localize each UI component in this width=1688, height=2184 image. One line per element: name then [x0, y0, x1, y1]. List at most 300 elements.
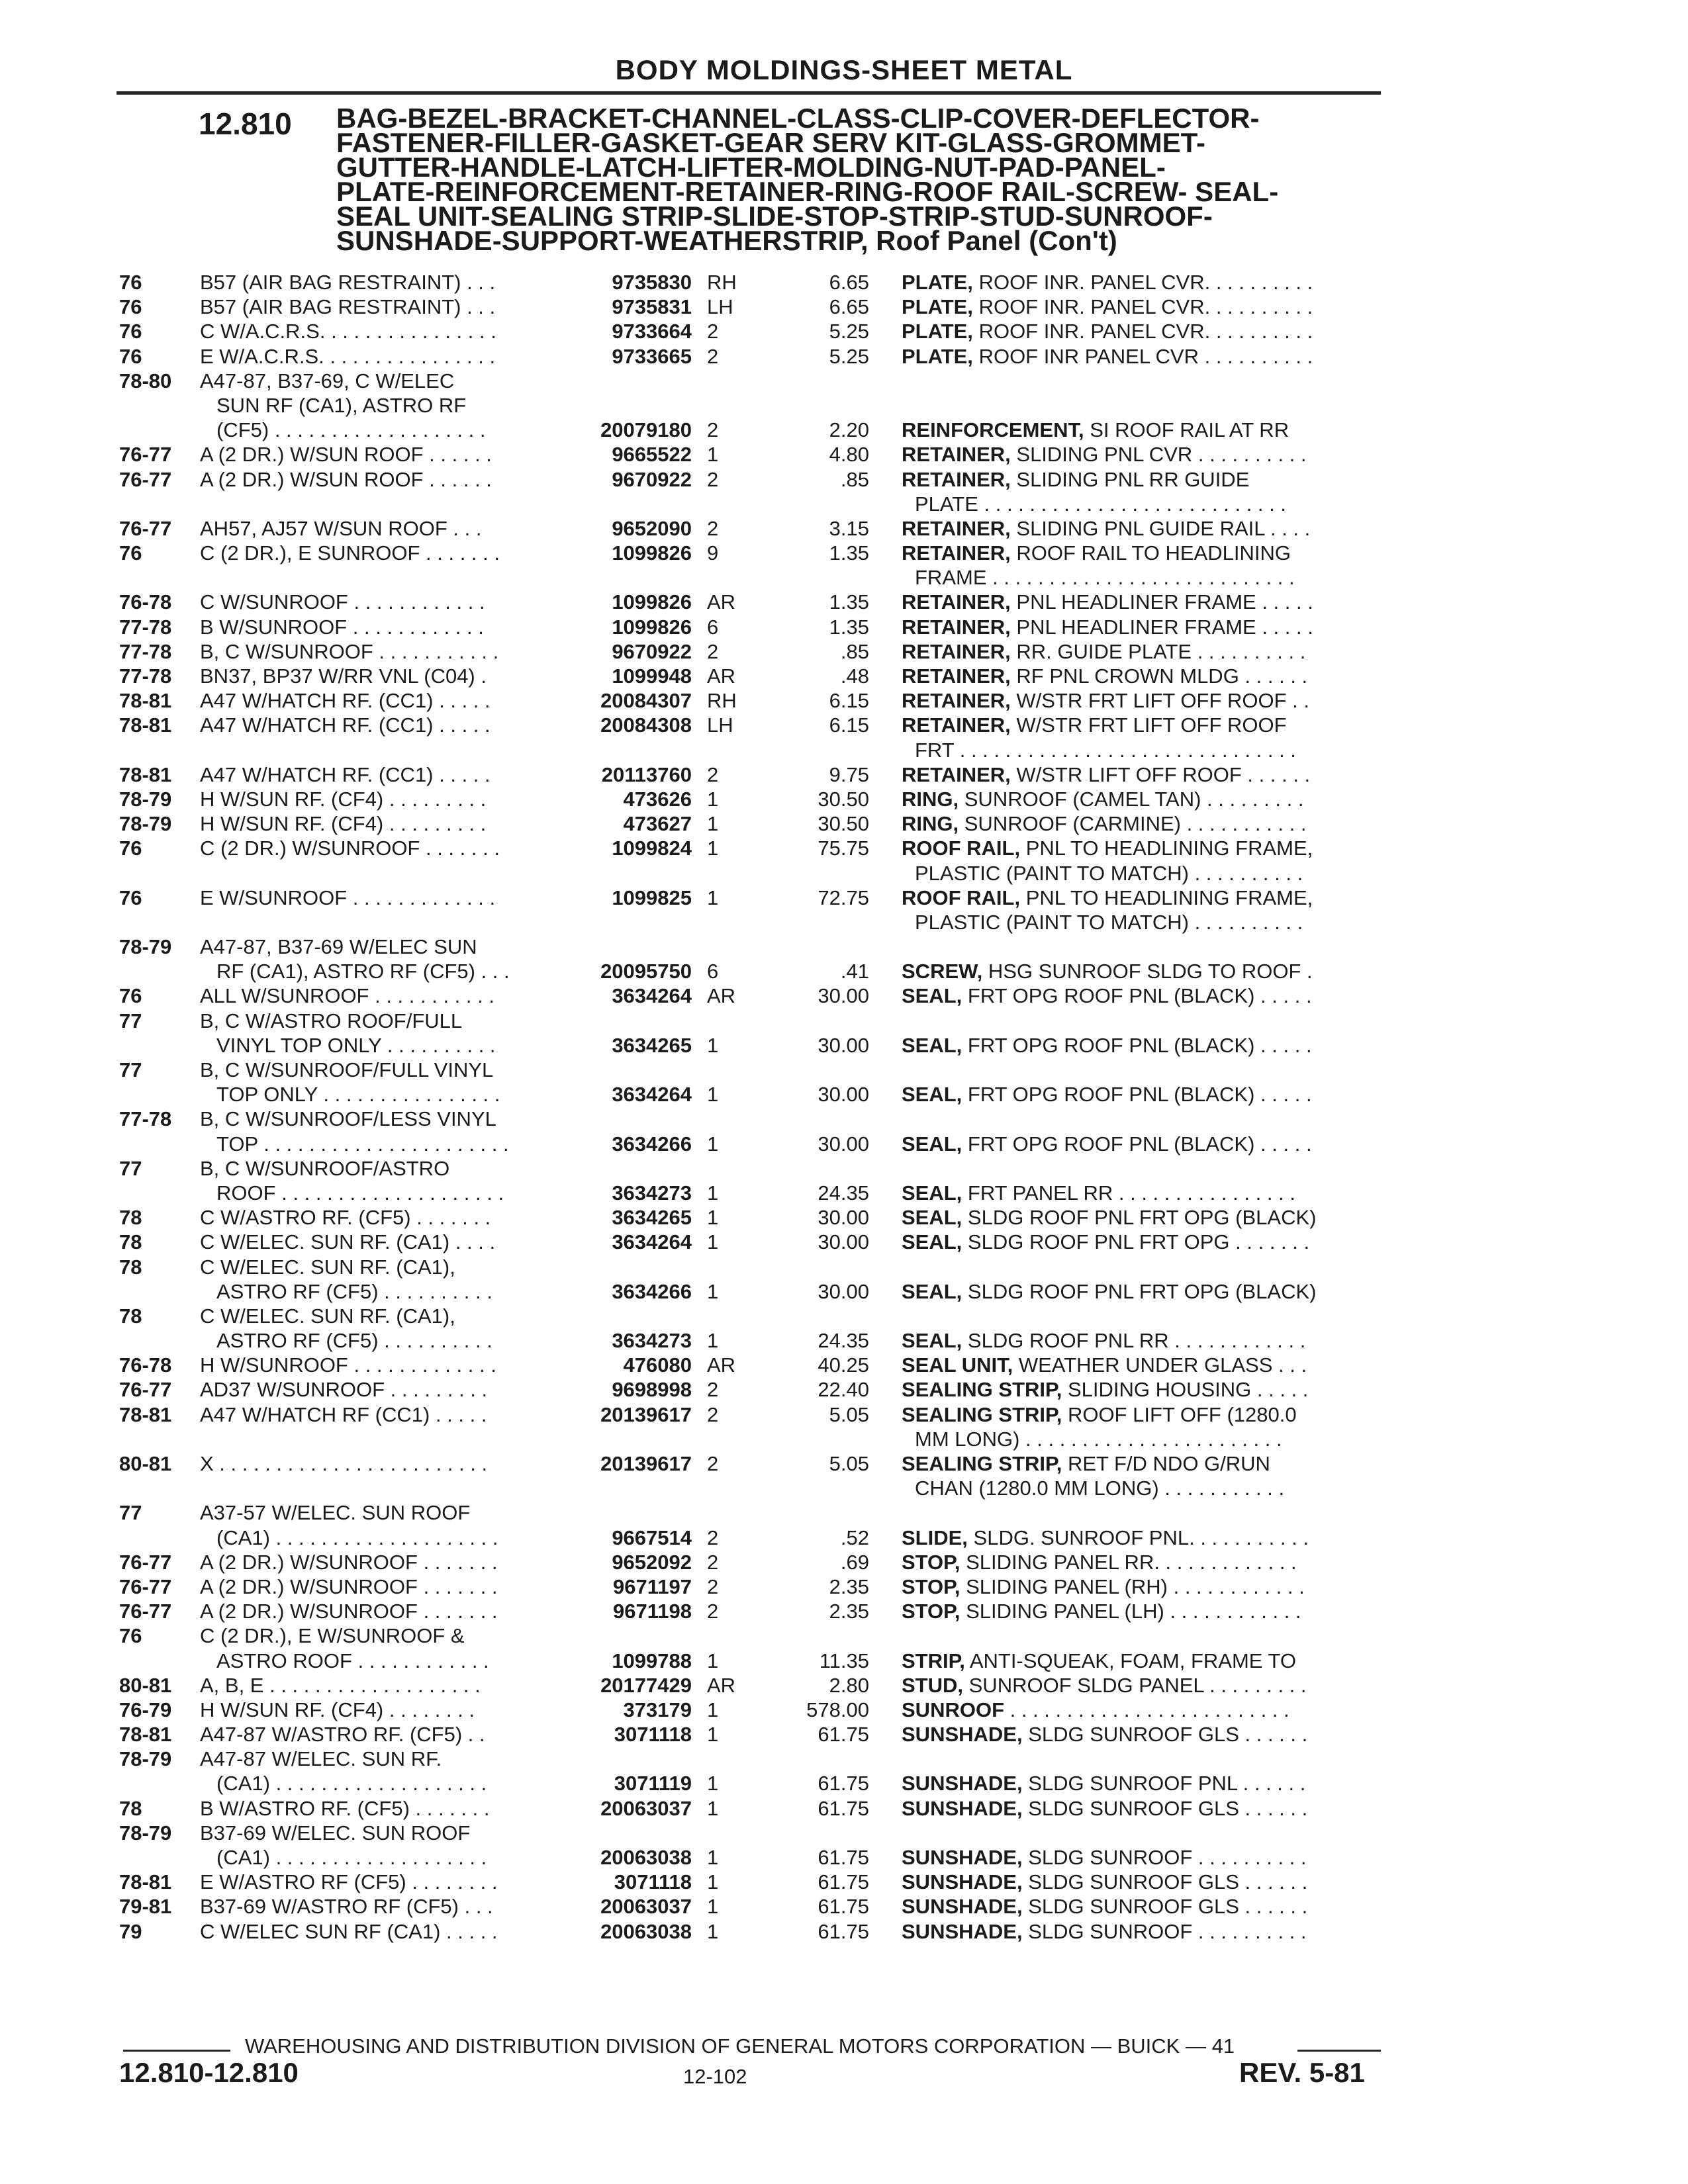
page-header: BODY MOLDINGS-SHEET METAL	[615, 54, 1073, 85]
price: 30.00	[818, 1206, 869, 1230]
part-number: 9735831	[612, 295, 692, 319]
description	[902, 1771, 1305, 1796]
price: 2.20	[829, 418, 869, 442]
part-number: 20063037	[600, 1796, 692, 1820]
row-line	[0, 1550, 1688, 1574]
parts-row	[0, 1107, 1688, 1156]
part-number: 3634264	[612, 1083, 692, 1107]
description-continued: PLASTIC (PAINT TO MATCH) . . . . . . . . . .	[915, 910, 1303, 934]
parts-row	[0, 836, 1688, 885]
quantity: 1	[707, 1723, 719, 1747]
model-years: 76-77	[119, 1378, 172, 1402]
parts-row	[0, 688, 1688, 713]
model-years: 77-78	[119, 615, 172, 639]
description-text: SLDG ROOF PNL FRT OPG (BLACK)	[967, 1279, 1317, 1303]
quantity: 1	[707, 1230, 719, 1254]
description-continued: PLATE . . . . . . . . . . . . . . . . . . . . . . . . . . .	[915, 492, 1286, 516]
model-years: 77	[119, 1501, 142, 1525]
row-line	[0, 1304, 1688, 1328]
row-line	[0, 1821, 1688, 1845]
quantity: 1	[707, 1279, 719, 1303]
part-number: 1099948	[612, 664, 692, 688]
description	[902, 1550, 1297, 1574]
description-text: SLDG SUNROOF GLS . . . . . .	[1028, 1796, 1308, 1820]
row-line	[0, 1377, 1688, 1402]
model-years: 78	[119, 1796, 142, 1820]
model-years: 76	[119, 344, 142, 368]
parts-row	[0, 590, 1688, 614]
row-line	[0, 1525, 1688, 1550]
parts-row	[0, 1500, 1688, 1549]
row-line	[0, 319, 1688, 343]
description	[902, 1033, 1312, 1058]
row-line	[0, 1894, 1688, 1919]
description-text: RR. GUIDE PLATE . . . . . . . . . .	[1016, 639, 1306, 663]
parts-row	[0, 1451, 1688, 1500]
description-text: SLIDING PANEL RR. . . . . . . . . . . . .	[966, 1550, 1297, 1574]
quantity: 1	[707, 1132, 719, 1156]
price: 61.75	[818, 1846, 869, 1869]
model-years: 80-81	[119, 1673, 172, 1697]
quantity: 1	[707, 1870, 719, 1894]
part-number: 3071118	[614, 1870, 692, 1894]
parts-row	[0, 1870, 1688, 1894]
description-text: SLDG SUNROOF GLS . . . . . .	[1028, 1723, 1308, 1747]
quantity: 1	[707, 1083, 719, 1107]
row-line	[0, 516, 1688, 541]
description-continued: FRAME . . . . . . . . . . . . . . . . . . . . . . . . . . .	[915, 566, 1295, 590]
description-noun: SEAL,	[902, 1132, 962, 1156]
row-line	[0, 1845, 1688, 1870]
row-line	[0, 1698, 1688, 1722]
quantity: 9	[707, 541, 719, 565]
row-line	[0, 369, 1688, 393]
price: 30.00	[818, 1132, 869, 1156]
price: 61.75	[818, 1919, 869, 1943]
part-number: 3634266	[612, 1279, 692, 1303]
description-text: SLDG ROOF PNL FRT OPG . . . . . . .	[967, 1230, 1310, 1254]
row-line	[0, 590, 1688, 614]
row-line	[0, 1427, 1688, 1451]
parts-row	[0, 1255, 1688, 1304]
application: (CA1) . . . . . . . . . . . . . . . . . . .	[216, 1846, 487, 1869]
parts-row	[0, 1894, 1688, 1919]
model-years: 76-77	[119, 1600, 172, 1623]
description-text: SLDG SUNROOF PNL . . . . . .	[1028, 1772, 1306, 1796]
price: 30.50	[818, 787, 869, 811]
parts-row	[0, 811, 1688, 836]
quantity: 1	[707, 787, 719, 811]
quantity: AR	[707, 1353, 736, 1377]
part-number: 1099826	[612, 615, 692, 639]
description-noun: SLIDE,	[902, 1525, 968, 1549]
part-number: 20113760	[601, 762, 692, 786]
description	[902, 787, 1303, 811]
description-noun: RETAINER,	[902, 516, 1011, 540]
description	[902, 713, 1287, 737]
description-continued: MM LONG) . . . . . . . . . . . . . . . . . . . . . . .	[915, 1427, 1282, 1451]
application: ASTRO RF (CF5) . . . . . . . . . .	[216, 1279, 492, 1303]
row-line	[0, 1009, 1688, 1033]
price: 61.75	[818, 1796, 869, 1820]
part-number: 20084308	[600, 713, 692, 737]
row-line	[0, 1255, 1688, 1279]
quantity: 2	[707, 1600, 719, 1623]
description	[902, 1722, 1307, 1747]
description	[902, 1673, 1307, 1698]
part-number: 3634273	[612, 1329, 692, 1353]
model-years: 76	[119, 295, 142, 319]
application: C W/ELEC. SUN RF. (CA1),	[200, 1255, 455, 1279]
model-years: 78-81	[119, 1723, 172, 1747]
description	[902, 1451, 1270, 1476]
parts-row	[0, 344, 1688, 369]
row-line	[0, 811, 1688, 836]
parts-row	[0, 1673, 1688, 1698]
parts-row	[0, 442, 1688, 467]
application: E W/A.C.R.S. . . . . . . . . . . . . . . .	[200, 344, 496, 368]
quantity: 2	[707, 320, 719, 343]
price: 40.25	[818, 1353, 869, 1377]
model-years: 76	[119, 320, 142, 343]
row-line	[0, 1205, 1688, 1230]
parts-row	[0, 270, 1688, 295]
description-noun: SUNROOF	[902, 1698, 1004, 1721]
part-number: 9652090	[612, 516, 692, 540]
part-number: 473626	[623, 787, 692, 811]
footer-revision: REV. 5-81	[1239, 2057, 1365, 2088]
row-line	[0, 688, 1688, 713]
footer-rule-left	[123, 2050, 230, 2052]
price: 6.65	[829, 295, 869, 319]
row-line	[0, 1353, 1688, 1377]
model-years: 78-79	[119, 1747, 172, 1771]
part-number: 9698998	[612, 1378, 692, 1402]
description	[902, 1649, 1296, 1673]
description-text: SUNROOF (CAMEL TAN) . . . . . . . . .	[964, 787, 1304, 811]
row-line	[0, 1033, 1688, 1058]
application: C W/ELEC SUN RF (CA1) . . . . .	[200, 1919, 498, 1943]
part-number: 9671198	[613, 1600, 692, 1623]
application: A37-57 W/ELEC. SUN ROOF	[200, 1501, 471, 1525]
application: E W/ASTRO RF (CF5) . . . . . . . .	[200, 1870, 498, 1894]
application: E W/SUNROOF . . . . . . . . . . . . .	[200, 886, 496, 909]
application: ASTRO RF (CF5) . . . . . . . . . .	[216, 1329, 492, 1353]
description-noun: SEAL UNIT,	[902, 1353, 1013, 1377]
description	[902, 886, 1313, 910]
row-line	[0, 615, 1688, 639]
parts-row	[0, 1230, 1688, 1254]
price: .52	[840, 1525, 869, 1549]
price: 30.00	[818, 984, 869, 1008]
description-continued: PLASTIC (PAINT TO MATCH) . . . . . . . . . .	[915, 861, 1303, 885]
description	[902, 615, 1313, 639]
row-line	[0, 1649, 1688, 1673]
application: A47 W/HATCH RF. (CC1) . . . . .	[200, 689, 491, 713]
description	[902, 811, 1306, 836]
description-text: SLIDING PANEL (RH) . . . . . . . . . . . .	[966, 1574, 1305, 1598]
parts-row	[0, 1058, 1688, 1107]
application: C W/SUNROOF . . . . . . . . . . . .	[200, 590, 485, 614]
application: A47-87, B37-69 W/ELEC SUN	[200, 935, 477, 959]
quantity: AR	[707, 984, 736, 1008]
description	[902, 516, 1310, 541]
row-line	[0, 1870, 1688, 1894]
price: 1.35	[829, 615, 869, 639]
part-number: 9733665	[612, 344, 692, 368]
quantity: 1	[707, 1698, 719, 1721]
model-years: 76-79	[119, 1698, 172, 1721]
price: 9.75	[829, 762, 869, 786]
description-noun: RETAINER,	[902, 762, 1011, 786]
model-years: 76-77	[119, 1550, 172, 1574]
description-text: SLDG. SUNROOF PNL. . . . . . . . . . .	[973, 1525, 1309, 1549]
parts-row	[0, 1550, 1688, 1574]
part-number: 9665522	[612, 443, 692, 467]
model-years: 78-79	[119, 1821, 172, 1844]
description-text: SUNROOF SLDG PANEL . . . . . . . . .	[968, 1673, 1307, 1697]
description	[902, 590, 1313, 614]
application: H W/SUNROOF . . . . . . . . . . . . .	[200, 1353, 496, 1377]
application: TOP . . . . . . . . . . . . . . . . . . . . . .	[216, 1132, 509, 1156]
row-line	[0, 1747, 1688, 1771]
parts-row	[0, 467, 1688, 516]
parts-row	[0, 934, 1688, 983]
quantity: RH	[707, 689, 737, 713]
description-noun: RETAINER,	[902, 639, 1011, 663]
model-years: 76	[119, 541, 142, 565]
row-line	[0, 959, 1688, 983]
description-noun: SEALING STRIP,	[902, 1402, 1062, 1426]
row-line	[0, 1919, 1688, 1944]
quantity: 1	[707, 443, 719, 467]
description	[902, 270, 1313, 295]
application: H W/SUN RF. (CF4) . . . . . . . . .	[200, 812, 487, 836]
description-text: SLDG SUNROOF GLS . . . . . .	[1028, 1895, 1308, 1919]
description	[902, 664, 1307, 688]
application: C (2 DR.), E SUNROOF . . . . . . .	[200, 541, 500, 565]
application: (CA1) . . . . . . . . . . . . . . . . . . .	[216, 1772, 487, 1796]
parts-row	[0, 1722, 1688, 1747]
price: 6.15	[829, 689, 869, 713]
description-noun: PLATE,	[902, 271, 973, 294]
part-number: 20063038	[600, 1919, 692, 1943]
price: 61.75	[818, 1723, 869, 1747]
row-line	[0, 1230, 1688, 1254]
parts-row	[0, 1402, 1688, 1451]
description-noun: SEAL,	[902, 1329, 962, 1353]
part-number: 20063038	[600, 1846, 692, 1869]
model-years: 80-81	[119, 1452, 172, 1475]
application: C W/ELEC. SUN RF. (CA1),	[200, 1304, 455, 1328]
description-text: SLIDING PNL GUIDE RAIL . . . .	[1016, 516, 1311, 540]
description-text: PNL HEADLINER FRAME . . . . .	[1016, 590, 1313, 614]
row-line	[0, 738, 1688, 762]
parts-row	[0, 1599, 1688, 1623]
model-years: 76-78	[119, 1353, 172, 1377]
description-text: SLIDING HOUSING . . . . .	[1067, 1378, 1309, 1402]
application: SUN RF (CA1), ASTRO RF	[216, 393, 467, 417]
application: H W/SUN RF. (CF4) . . . . . . . . .	[200, 787, 487, 811]
application: B, C W/SUNROOF/LESS VINYL	[200, 1107, 496, 1131]
description	[902, 1599, 1301, 1623]
description	[902, 1181, 1295, 1205]
description-text: FRT OPG ROOF PNL (BLACK) . . . . .	[967, 1033, 1312, 1057]
description-noun: PLATE,	[902, 295, 973, 319]
application: A47-87 W/ASTRO RF. (CF5) . .	[200, 1723, 485, 1747]
price: 2.35	[829, 1574, 869, 1598]
description-noun: SUNSHADE,	[902, 1919, 1023, 1943]
price: 5.05	[829, 1452, 869, 1475]
description-noun: RETAINER,	[902, 615, 1011, 639]
description-continued: CHAN (1280.0 MM LONG) . . . . . . . . . . .	[915, 1477, 1285, 1500]
parts-row	[0, 1796, 1688, 1821]
model-years: 77-78	[119, 639, 172, 663]
parts-row	[0, 1009, 1688, 1058]
description-noun: RING,	[902, 787, 959, 811]
description-text: RF PNL CROWN MLDG . . . . . .	[1016, 664, 1308, 688]
price: 2.80	[829, 1673, 869, 1697]
row-line	[0, 1058, 1688, 1082]
model-years: 78	[119, 1304, 142, 1328]
description	[902, 1082, 1312, 1107]
description	[902, 1205, 1316, 1230]
quantity: 1	[707, 1033, 719, 1057]
description	[902, 295, 1313, 319]
description-text: ANTI-SQUEAK, FOAM, FRAME TO	[969, 1649, 1296, 1672]
description	[902, 688, 1309, 713]
description-text: RET F/D NDO G/RUN	[1067, 1452, 1270, 1475]
application: B W/ASTRO RF. (CF5) . . . . . . .	[200, 1796, 490, 1820]
description-text: FRT OPG ROOF PNL (BLACK) . . . . .	[967, 984, 1312, 1008]
quantity: 2	[707, 1574, 719, 1598]
description-noun: ROOF RAIL,	[902, 886, 1021, 909]
description-continued: FRT . . . . . . . . . . . . . . . . . . . . . . . . . . . . . .	[915, 738, 1296, 762]
parts-row	[0, 664, 1688, 688]
price: 75.75	[818, 837, 869, 860]
description-text: W/STR FRT LIFT OFF ROOF . .	[1016, 689, 1310, 713]
model-years: 78	[119, 1230, 142, 1254]
description	[902, 1870, 1307, 1894]
description	[902, 418, 1289, 442]
quantity: 1	[707, 886, 719, 909]
model-years: 78-81	[119, 762, 172, 786]
description-text: ROOF INR. PANEL CVR. . . . . . . . . .	[978, 295, 1313, 319]
parts-row	[0, 1698, 1688, 1722]
part-number: 476080	[623, 1353, 692, 1377]
price: 30.50	[818, 812, 869, 836]
model-years: 78-81	[119, 1870, 172, 1894]
row-line	[0, 1107, 1688, 1131]
application: A47 W/HATCH RF (CC1) . . . . .	[200, 1402, 487, 1426]
application: B57 (AIR BAG RESTRAINT) . . .	[200, 271, 496, 294]
application: B, C W/SUNROOF/ASTRO	[200, 1156, 450, 1180]
application: AD37 W/SUNROOF . . . . . . . . .	[200, 1378, 488, 1402]
part-number: 1099788	[612, 1649, 692, 1672]
parts-row	[0, 1353, 1688, 1377]
application: C (2 DR.), E W/SUNROOF &	[200, 1624, 465, 1648]
row-line	[0, 1599, 1688, 1623]
description-text: SLDG SUNROOF GLS . . . . . .	[1028, 1870, 1308, 1894]
parts-row	[0, 1304, 1688, 1353]
description	[902, 1796, 1307, 1821]
row-line	[0, 1574, 1688, 1599]
quantity: 1	[707, 1206, 719, 1230]
row-line	[0, 418, 1688, 442]
model-years: 76-77	[119, 443, 172, 467]
part-number: 1099824	[612, 837, 692, 860]
row-line	[0, 861, 1688, 886]
row-line	[0, 1082, 1688, 1107]
quantity: 1	[707, 1919, 719, 1943]
part-number: 20139617	[600, 1402, 692, 1426]
model-years: 78-81	[119, 713, 172, 737]
quantity: 2	[707, 516, 719, 540]
application: AH57, AJ57 W/SUN ROOF . . .	[200, 516, 482, 540]
part-number: 3634266	[612, 1132, 692, 1156]
row-line	[0, 541, 1688, 565]
description	[902, 1377, 1308, 1402]
model-years: 76	[119, 271, 142, 294]
application: B, C W/SUNROOF/FULL VINYL	[200, 1058, 494, 1081]
part-number: 3071119	[614, 1772, 692, 1796]
quantity: 1	[707, 1329, 719, 1353]
row-line	[0, 1722, 1688, 1747]
header-rule	[117, 91, 1381, 95]
quantity: 1	[707, 1796, 719, 1820]
description	[902, 1328, 1305, 1353]
description-noun: STOP,	[902, 1550, 961, 1574]
model-years: 78-79	[119, 787, 172, 811]
price: .85	[840, 639, 869, 663]
price: 2.35	[829, 1600, 869, 1623]
row-line	[0, 442, 1688, 467]
description	[902, 442, 1307, 467]
row-line	[0, 787, 1688, 811]
model-years: 77	[119, 1058, 142, 1081]
footer-rule-right	[1297, 2050, 1381, 2052]
row-line	[0, 910, 1688, 934]
row-line	[0, 1476, 1688, 1500]
price: 1.35	[829, 590, 869, 614]
description	[902, 1353, 1307, 1377]
description-noun: SCREW,	[902, 960, 983, 983]
row-line	[0, 1328, 1688, 1353]
parts-row	[0, 295, 1688, 319]
model-years: 79	[119, 1919, 142, 1943]
row-line	[0, 1132, 1688, 1156]
model-years: 76-77	[119, 516, 172, 540]
quantity: 2	[707, 1378, 719, 1402]
description-text: ROOF INR. PANEL CVR. . . . . . . . . .	[978, 271, 1313, 294]
quantity: 1	[707, 1181, 719, 1205]
part-number: 20177429	[600, 1673, 692, 1697]
price: 30.00	[818, 1033, 869, 1057]
description	[902, 959, 1313, 983]
parts-row	[0, 886, 1688, 934]
description-noun: SUNSHADE,	[902, 1846, 1023, 1869]
row-line	[0, 565, 1688, 590]
price: 61.75	[818, 1870, 869, 1894]
quantity: 2	[707, 1550, 719, 1574]
row-line	[0, 1796, 1688, 1821]
description-text: SI ROOF RAIL AT RR	[1090, 418, 1289, 442]
quantity: 2	[707, 639, 719, 663]
description-noun: PLATE,	[902, 344, 973, 368]
section-title-line: SUNSHADE-SUPPORT-WEATHERSTRIP, Roof Panel (Con't)	[336, 225, 1117, 256]
description	[902, 1230, 1309, 1254]
row-line	[0, 1156, 1688, 1181]
